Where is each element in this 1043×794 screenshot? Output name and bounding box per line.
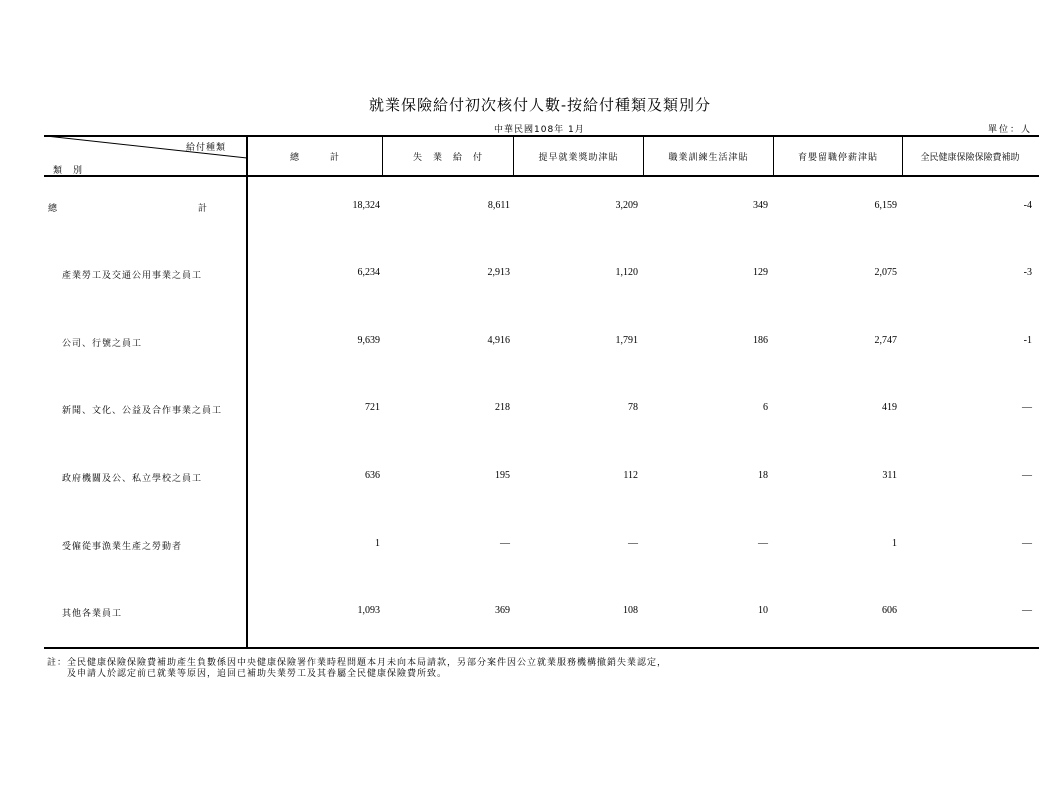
table-cell: 1,120 [615, 267, 638, 278]
table-cell: 18,324 [352, 200, 380, 211]
table-cell: 721 [365, 402, 380, 413]
row-label-other-industries: 其他各業員工 [62, 609, 123, 619]
table-cell: — [500, 538, 510, 549]
table-cell: 1 [375, 538, 380, 549]
table-cell: 606 [882, 605, 897, 616]
bottom-rule [44, 647, 1039, 649]
table-cell: 10 [758, 605, 768, 616]
table-cell: 419 [882, 402, 897, 413]
table-cell: 112 [623, 470, 638, 481]
table-cell: 6,234 [357, 267, 380, 278]
table-cell: 2,913 [487, 267, 510, 278]
table-cell: 349 [753, 200, 768, 211]
table-cell: 78 [628, 402, 638, 413]
table-cell: -4 [1023, 200, 1032, 211]
row-label-total: 總 計 [48, 204, 209, 214]
footnote-line-1: 註：全民健康保險保險費補助產生負數係因中央健康保險署作業時程問題本月未向本局請款，另部分案件因公立就業服務機構撤銷失業認定， [47, 658, 668, 668]
table-cell: 6 [763, 402, 768, 413]
table-cell: 9,639 [357, 335, 380, 346]
table-cell: 1,093 [357, 605, 380, 616]
table-cell: 636 [365, 470, 380, 481]
table-cell: 1,791 [615, 335, 638, 346]
col-header-parental-leave: 育嬰留職停薪津貼 [797, 153, 878, 163]
table-cell: 311 [882, 470, 897, 481]
col-header-unemployment-benefit: 失 業 給 付 [412, 153, 483, 163]
row-label-government-school-employees: 政府機關及公、私立學校之員工 [62, 474, 203, 484]
table-cell: 369 [495, 605, 510, 616]
col-header-health-insurance-subsidy: 全民健康保險保險費補助 [920, 153, 1020, 163]
row-label-industrial-workers: 產業勞工及交通公用事業之員工 [62, 271, 203, 281]
table-cell: 186 [753, 335, 768, 346]
row-label-fishery-workers: 受僱從事漁業生產之勞動者 [62, 542, 183, 552]
unit-label: 單位：人 [988, 125, 1033, 135]
table-cell: -3 [1023, 267, 1032, 278]
row-label-company-employees: 公司、行號之員工 [62, 339, 143, 349]
table-cell: 4,916 [487, 335, 510, 346]
table-cell: — [1022, 538, 1032, 549]
corner-top-label: 給付種類 [186, 143, 227, 153]
table-cell: -1 [1023, 335, 1032, 346]
table-cell: — [628, 538, 638, 549]
footnote-line-2: 及申請人於認定前已就業等原因，追回已補助失業勞工及其眷屬全民健康保險費所致。 [47, 669, 448, 679]
table-cell: 1 [892, 538, 897, 549]
stub-divider [246, 136, 248, 648]
table-cell: 18 [758, 470, 768, 481]
table-cell: — [1022, 605, 1032, 616]
col-header-vocational-training: 職業訓練生活津貼 [668, 153, 749, 163]
table-cell: — [1022, 470, 1032, 481]
col-header-total: 總 計 [289, 153, 340, 163]
table-cell: 218 [495, 402, 510, 413]
report-date: 中華民國108年 1月 [494, 125, 585, 135]
col-header-early-reemployment: 提早就業獎助津貼 [538, 153, 619, 163]
table-cell: 108 [623, 605, 638, 616]
table-cell: 129 [753, 267, 768, 278]
table-cell: 2,075 [874, 267, 897, 278]
table-cell: 2,747 [874, 335, 897, 346]
table-cell: — [1022, 402, 1032, 413]
table-title: 就業保險給付初次核付人數-按給付種類及類別分 [368, 96, 712, 114]
row-label-news-culture-employees: 新聞、文化、公益及合作事業之員工 [62, 406, 223, 416]
table-cell: 8,611 [487, 200, 510, 211]
corner-bottom-label: 類 別 [53, 166, 84, 176]
table-cell: 3,209 [615, 200, 638, 211]
table-cell: — [758, 538, 768, 549]
table-cell: 195 [495, 470, 510, 481]
table-cell: 6,159 [874, 200, 897, 211]
